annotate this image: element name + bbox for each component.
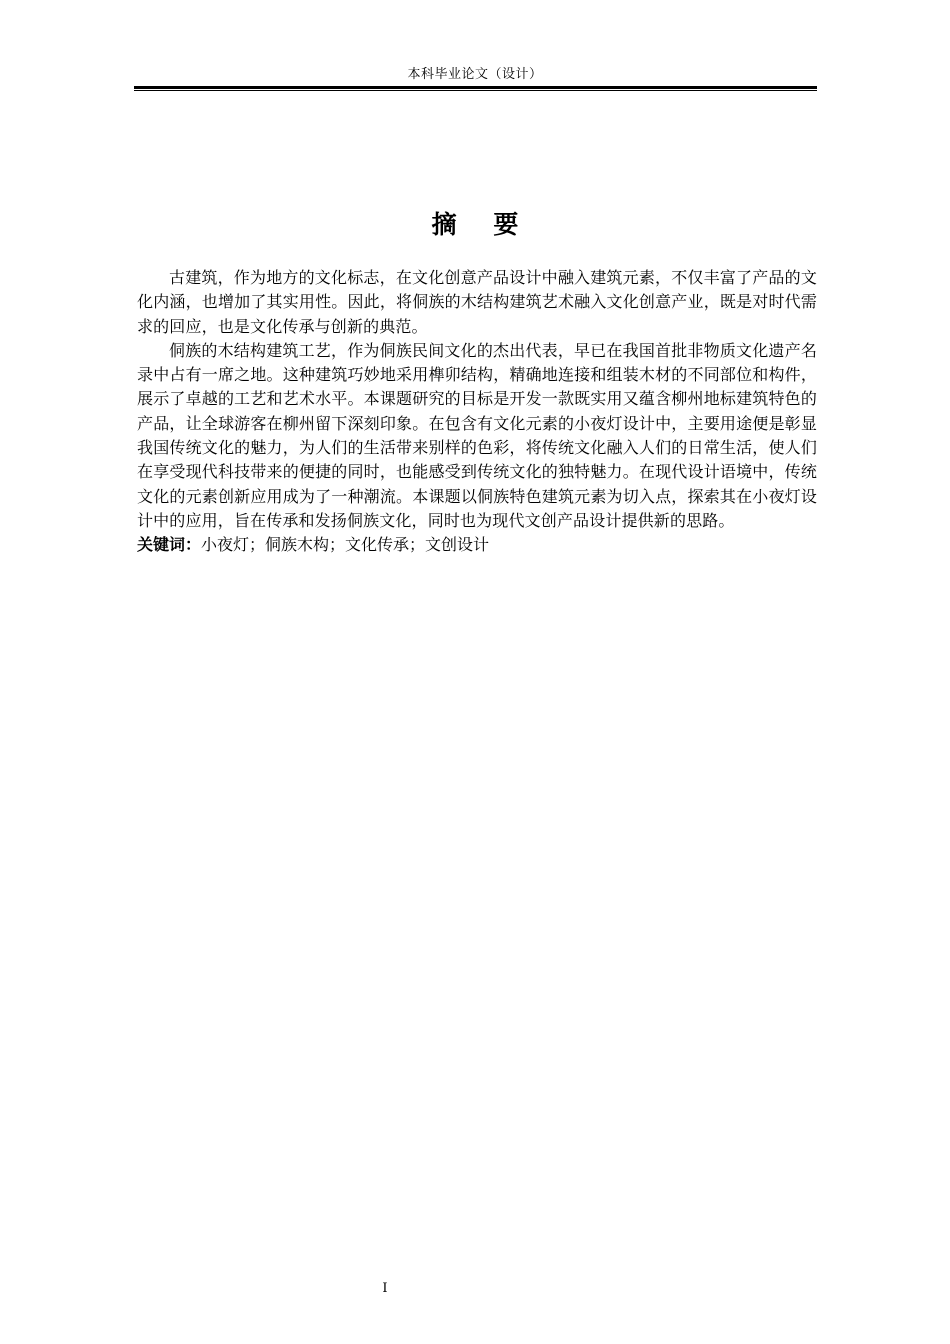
abstract-body xyxy=(137,266,817,558)
header-rule xyxy=(134,86,817,89)
keywords-line xyxy=(137,533,817,557)
header-rule-thin xyxy=(134,90,817,91)
page-number: I xyxy=(382,1281,388,1296)
keywords-label: 关键词： xyxy=(137,535,202,555)
abstract-title: 摘 要 xyxy=(431,210,533,239)
abstract-paragraph-2: 侗族的木结构建筑工艺，作为侗族民间文化的杰出代表，早已在我国首批非物质文化遗产名录中占有一席之地。这种建筑巧妙地采用榫卯结构，精确地连接和组装木材的不同部位和构件，展示了卓越的工艺和艺术水平。本课题研究的目标是开发一款既实用又蕴含柳州地标建筑特色的产品，让全球游客在柳州留下深刻印象。在包含有文化元素的小夜灯设计中，主要用途便是彰显我国传统文化的魅力，为人们的生活带来别样的色彩，将传统文化融入人们的日常生活，使人们在享受现代科技带来的便捷的同时，也能感受到传统文化的独特魅力。在现代设计语境中，传统文化的元素创新应用成为了一种潮流。本课题以侗族特色建筑元素为切入点，探索其在小夜灯设计中的应用，旨在传承和发扬侗族文化，同时也为现代文创产品设计提供新的思路。 xyxy=(137,340,817,530)
abstract-paragraph-1: 古建筑，作为地方的文化标志，在文化创意产品设计中融入建筑元素，不仅丰富了产品的文化内涵，也增加了其实用性。因此，将侗族的木结构建筑艺术融入文化创意产业，既是对时代需求的回应，也是文化传承与创新的典范。 xyxy=(137,268,817,336)
running-header: 本科毕业论文（设计） xyxy=(407,67,543,82)
keywords-list: 小夜灯；侗族木构；文化传承；文创设计 xyxy=(201,535,490,555)
